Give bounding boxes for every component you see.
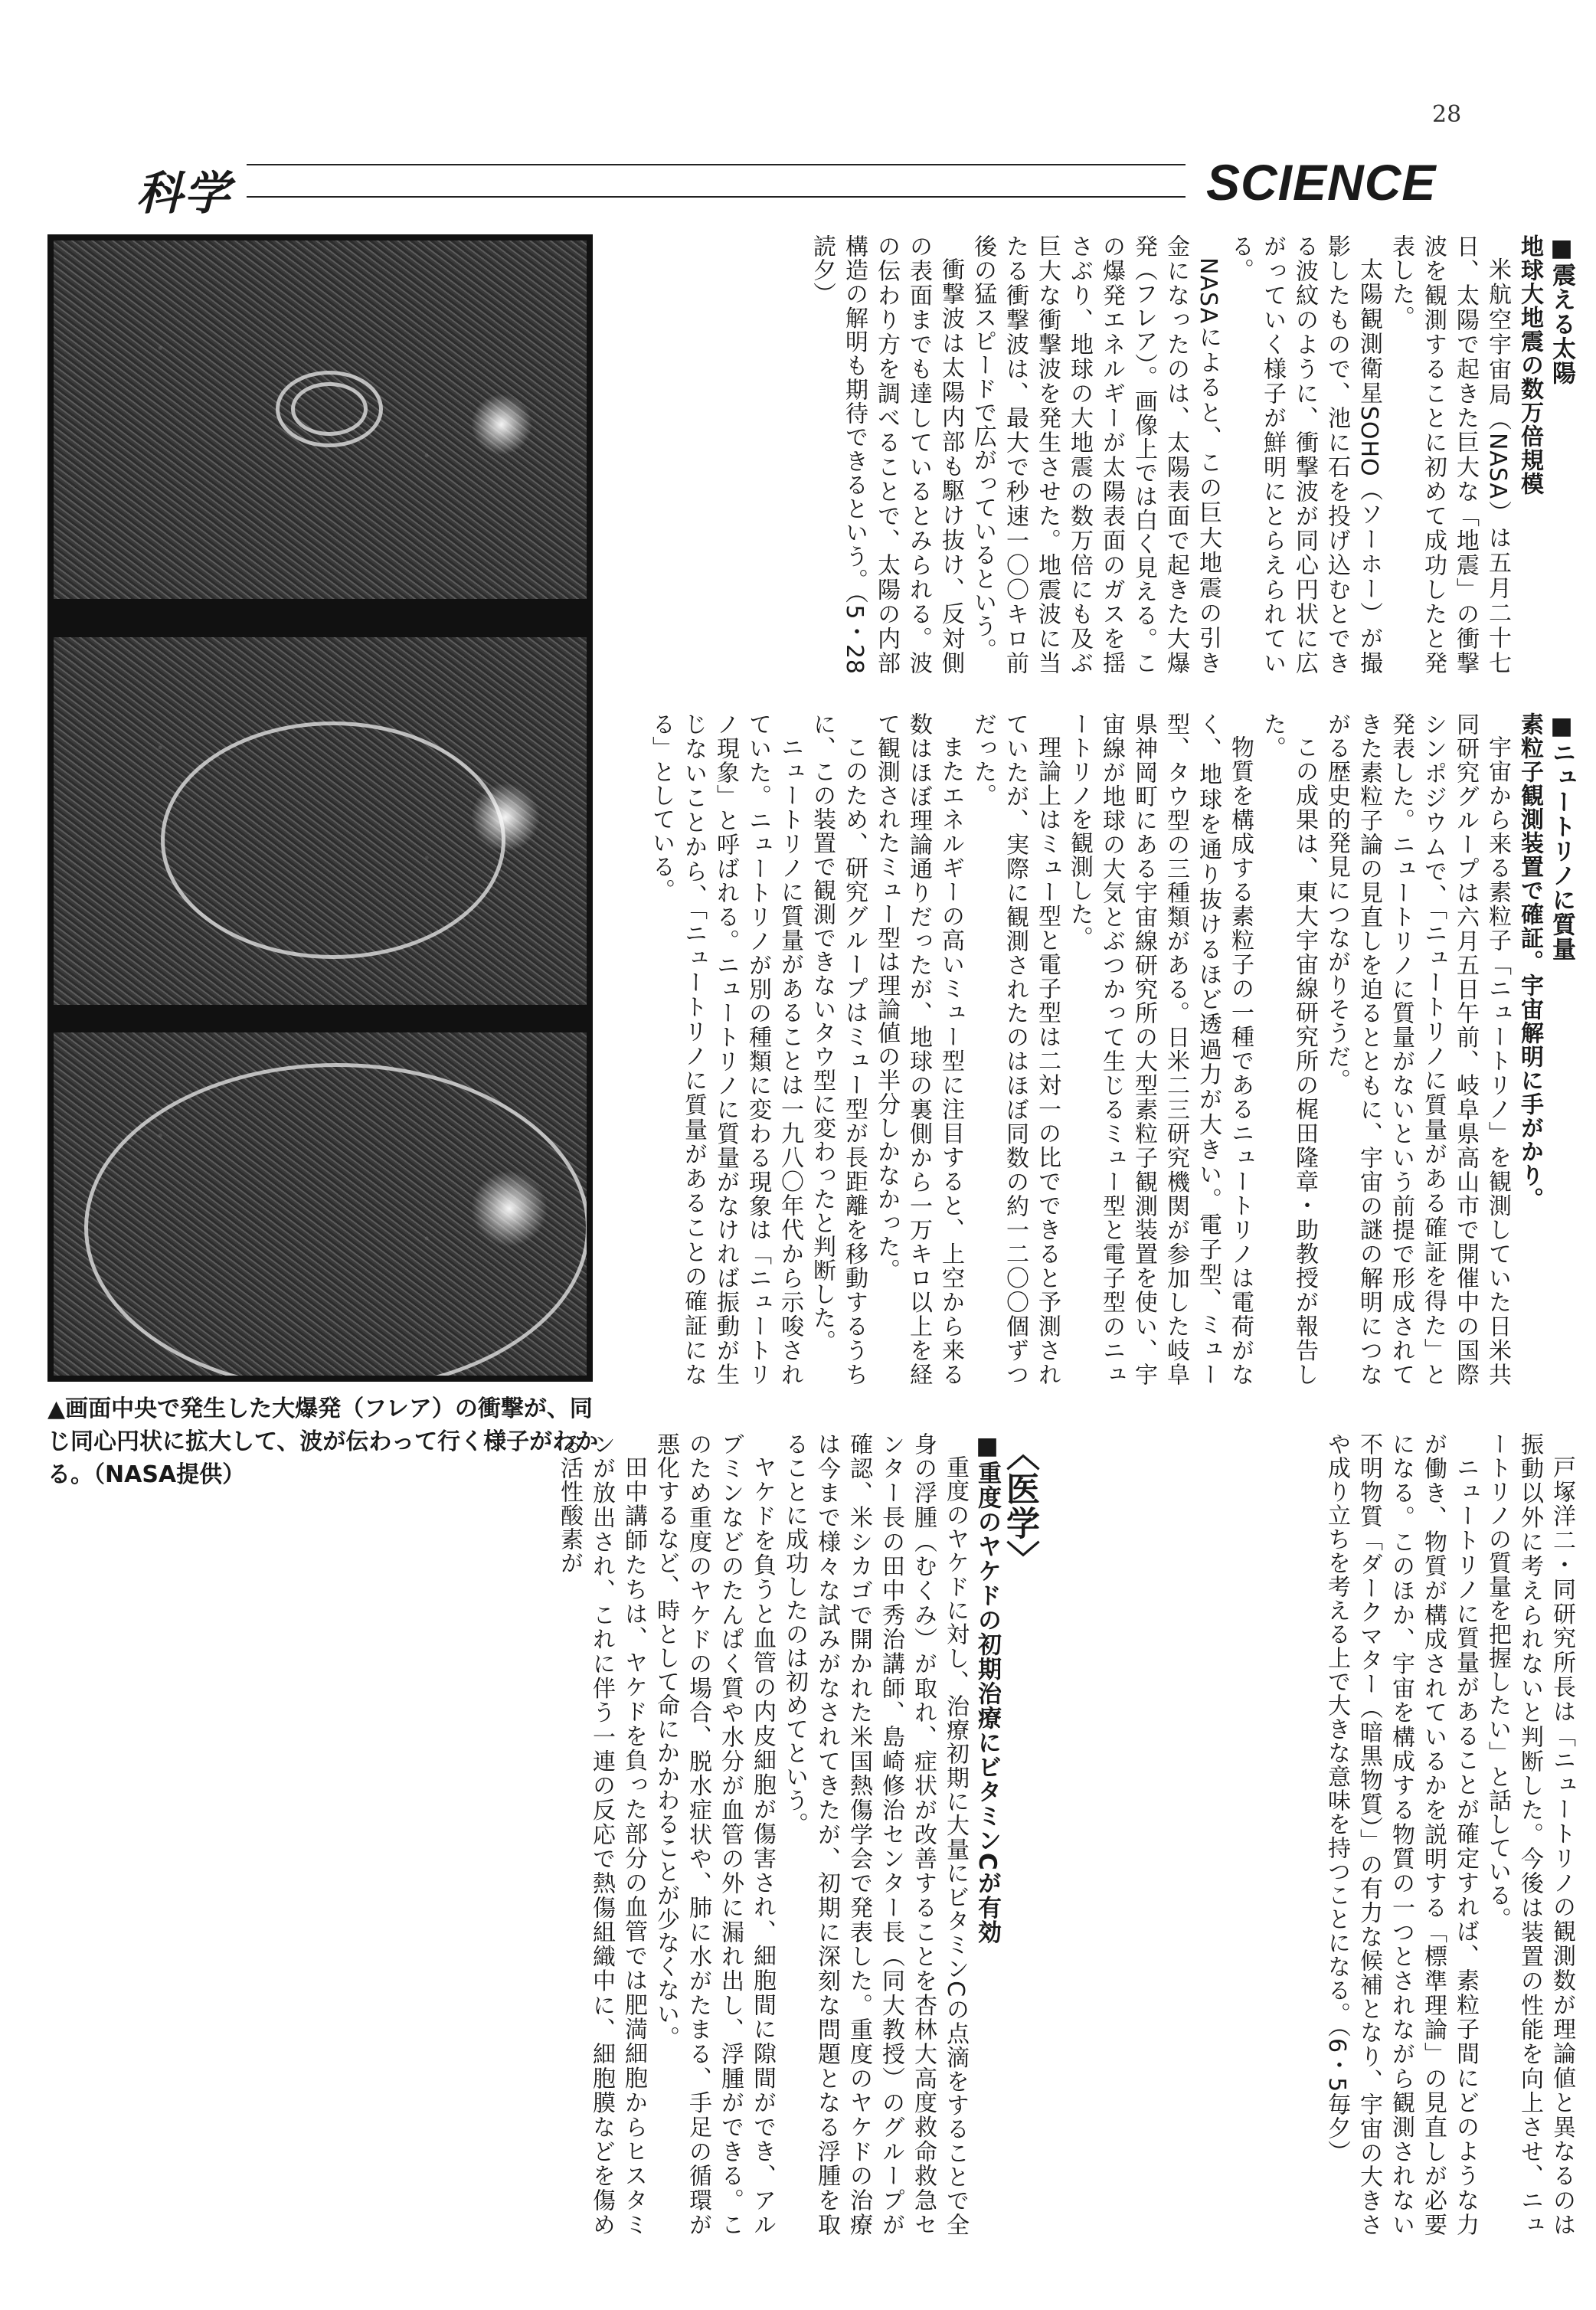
article-neutrino-continued <box>1049 1432 1578 2236</box>
article-paragraph: 米航空宇宙局（NASA）は五月二十七日、太陽で起きた巨大な「地震」の衝撃波を観測することに初めて成功したと発表した。 <box>1388 234 1511 675</box>
article-neutrino <box>634 712 1578 1386</box>
article-heading: ■重度のヤケドの初期治療にビタミンCが有効 <box>973 1432 1001 1945</box>
article-paragraph: 物質を構成する素粒子の一種であるニュートリノは電荷がなく、地球を通り抜けるほど透過力が大きい。電子型、ミュー型、タウ型の三種類がある。日米二三研究機関が参加した岐阜県神岡町にある宇宙線研究所の大型素粒子観測装置を使い、宇宙線が地球の大気とぶつかって生じるミュー型と電子型のニュートリノを観測した。 <box>1066 712 1254 1387</box>
flare-glow <box>471 783 540 852</box>
article-heading: ■ニュートリノに質量 <box>1548 712 1575 961</box>
article-paragraph: ヤケドを負うと血管の内皮細胞が傷害され、細胞間に隙間ができ、アルブミンなどのたんぱく質や水分が血管の外に漏れ出し、浮腫ができる。このため重度のヤケドの場合、脱水症状や、肺に水がたまる、手足の循環が悪化するなど、時として命にかかわることが少なくない。 <box>652 1432 776 2236</box>
flare-glow <box>471 1170 548 1247</box>
photo-caption: ▲画面中央で発生した大爆発（フレア）の衝撃が、同じ同心円状に拡大して、波が伝わって行く様子がわかる。（NASA提供） <box>47 1395 599 1488</box>
photo-panel-2 <box>54 637 587 1005</box>
header-rule-bottom <box>247 196 1186 198</box>
article-paragraph: この成果は、東大宇宙線研究所の梶田隆章・助教授が報告した。 <box>1259 712 1318 1386</box>
page-number: 28 <box>1432 101 1462 128</box>
wave-ring <box>291 382 368 436</box>
photo-panel-3 <box>54 1032 587 1376</box>
article-paragraph: 戸塚洋二・同研究所長は「ニュートリノの観測数が理論値と異なるのは振動以外に考えられないと判断した。今後は装置の性能を向上させ、ニュートリノの質量を把握したい」と話している。 <box>1484 1432 1575 2236</box>
article-paragraph: ニュートリノに質量があることは一九八〇年代から示唆されていた。ニュートリノが別の種類に変わる現象は「ニュートリノ現象」と呼ばれる。ニュートリノに質量がなければ振動が生じないことから、「ニュートリノに質量があることの確証になる」としている。 <box>648 712 803 1387</box>
soho-photo <box>47 234 593 1382</box>
section-title-japanese: 科学 <box>136 167 231 221</box>
article-heading: ■震える太陽 <box>1548 234 1575 385</box>
article-paragraph: 理論上はミュー型と電子型は二対一の比でできると予測されていたが、実際に観測されたのはほぼ同数の約一二〇〇個ずつだった。 <box>970 712 1061 1386</box>
article-paragraph: ニュートリノに質量があることが確定すれば、素粒子間にどのような力が働き、物質が構成されているかを説明する「標準理論」の見直しが必要になる。このほか、宇宙を構成する物質の一つとされながら観測されない不明物質「ダークマター（暗黒物質）」の有力な候補となり、宇宙の大きさや成り立ちを考える上で大きな意味を持つことになる。（6・5毎夕） <box>1323 1432 1479 2236</box>
article-paragraph: 田中講師たちは、ヤケドを負った部分の血管では肥満細胞からヒスタミンが放出され、これに伴う一連の反応で熱傷組織中に、細胞膜などを傷める活性酸素が <box>556 1432 647 2236</box>
article-paragraph: このため、研究グループはミュー型が長距離を移動するうちに、この装置で観測できないタウ型に変わったと判断した。 <box>809 712 868 1386</box>
article-paragraph: 宇宙から来る素粒子「ニュートリノ」を観測していた日米共同研究グループは六月五日午前、岐阜県高山市で開催中の国際シンポジウムで、「ニュートリノに質量がある確証を得た」と発表した。ニュートリノに質量がないという前提で形成されてきた素粒子論の見直しを迫るとともに、宇宙の謎の解明につながる歴史的発見につながりそうだ。 <box>1323 712 1511 1387</box>
article-paragraph: 重度のヤケドに対し、治療初期に大量にビタミンCの点滴をすることで全身の浮腫（むくみ）が取れ、症状が改善することを杏林大高度救命救急センター長の田中秀治講師、島崎修治センター長（同大教授）のグループが確認、米シカゴで開かれた米国熱傷学会で発表した。重度のヤケドの治療は今まで様々な試みがなされてきたが、初期に深刻な問題となる浮腫を取ることに成功したのは初めてという。 <box>781 1432 969 2236</box>
article-burn-vitamin-c <box>47 1432 1039 2236</box>
section-title-english: SCIENCE <box>1206 154 1437 211</box>
article-subheading: 地球大地震の数万倍規模 <box>1516 234 1543 496</box>
article-subheading: 素粒子観測装置で確証。宇宙解明に手がかり。 <box>1516 712 1543 1211</box>
article-paragraph: 衝撃波は太陽内部も駆け抜け、反対側の表面までも達しているとみられる。波の伝わり方を調べることで、太陽の内部構造の解明も期待できるという。（5・28読夕） <box>809 234 964 675</box>
photo-panel-1 <box>54 240 587 599</box>
section-label-medicine: 〈医学〉 <box>1000 1437 1039 1575</box>
article-solar-quake <box>634 234 1578 675</box>
article-paragraph: またエネルギーの高いミュー型に注目すると、上空から来る数はほぼ理論通りだったが、地球の裏側から一万キロ以上を経て観測されたミュー型は理論値の半分しかなかった。 <box>873 712 964 1387</box>
article-paragraph: 太陽観測衛星SOHO（ソーホー）が撮影したもので、池に石を投げ込むとできる波紋のように、衝撃波が同心円状に広がっていく様子が鮮明にとらえられている。 <box>1227 234 1382 675</box>
flare-glow <box>471 394 532 455</box>
header-rule-top <box>247 164 1186 165</box>
article-paragraph: NASAによると、この巨大地震の引き金になったのは、太陽表面で起きた大爆発（フレア）。画像上では白く見える。この爆発エネルギーが太陽表面のガスを揺さぶり、地球の大地震の数万倍にも及ぶ巨大な衝撃波を発生させた。地震波に当たる衝撃波は、最大で秒速一〇〇キロ前後の猛スピードで広がっているという。 <box>970 234 1222 675</box>
wave-ring <box>161 721 505 959</box>
